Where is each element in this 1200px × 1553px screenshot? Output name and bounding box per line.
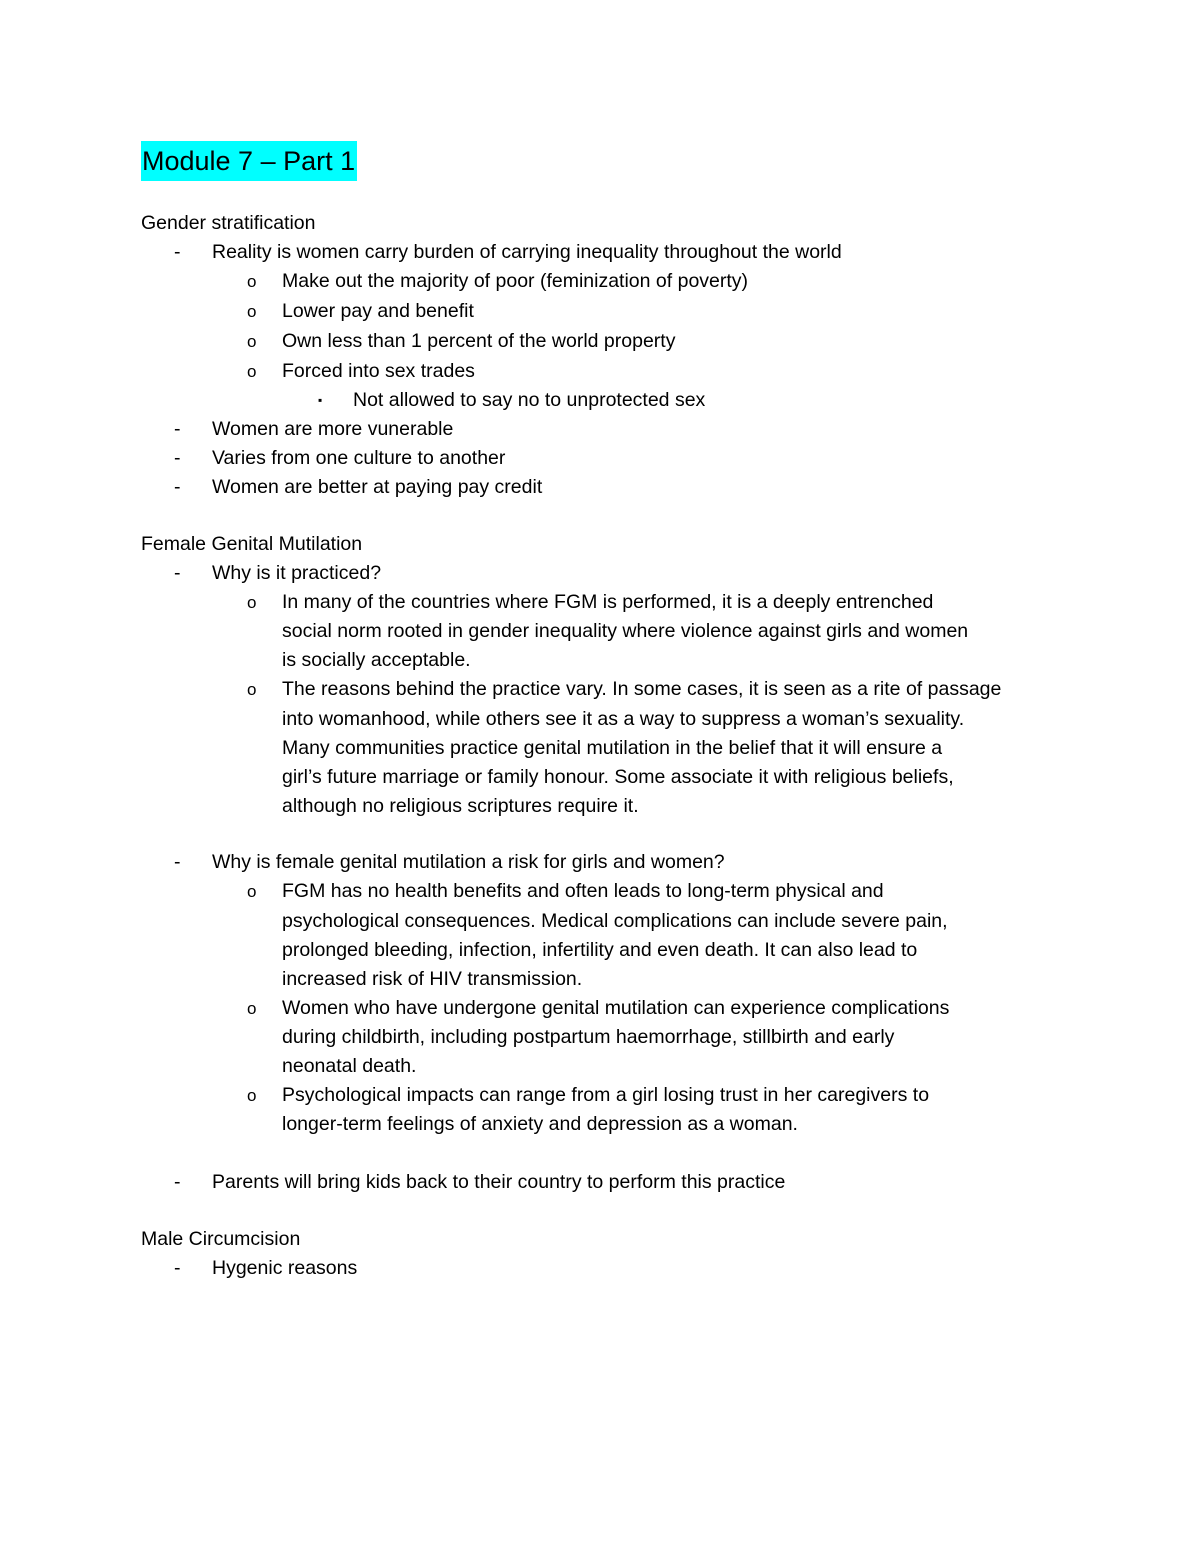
page-title: Module 7 – Part 1 [141,141,357,181]
paragraph-line: social norm rooted in gender inequality where violence against girls and women [282,620,969,642]
paragraph-line: during childbirth, including postpartum haemorrhage, stillbirth and early [282,1026,895,1048]
list-item: Forced into sex trades [282,360,475,382]
section-heading: Gender stratification [141,212,316,234]
circle-bullet: o [247,302,257,321]
paragraph-line: In many of the countries where FGM is performed, it is a deeply entrenched [282,591,934,613]
list-item: Make out the majority of poor (feminization of poverty) [282,270,749,292]
dash-bullet: - [174,1257,181,1279]
list-item: Varies from one culture to another [212,447,506,469]
paragraph-line: increased risk of HIV transmission. [282,968,583,990]
paragraph-line: prolonged bleeding, infection, infertility and even death. It can also lead to [282,939,918,961]
list-item: Women are better at paying pay credit [212,476,543,498]
paragraph-line: is socially acceptable. [282,649,471,671]
dash-bullet: - [174,241,181,263]
paragraph-line: neonatal death. [282,1055,417,1077]
circle-bullet: o [247,680,257,699]
list-item: Lower pay and benefit [282,300,474,322]
circle-bullet: o [247,272,257,291]
paragraph-line: The reasons behind the practice vary. In some cases, it is seen as a rite of passage [282,678,1002,700]
list-item: Why is female genital mutilation a risk for girls and women? [212,851,725,873]
paragraph-line: FGM has no health benefits and often leads to long-term physical and [282,880,884,902]
paragraph-line: into womanhood, while others see it as a way to suppress a woman’s sexuality. [282,708,965,730]
paragraph-line: Psychological impacts can range from a girl losing trust in her caregivers to [282,1084,930,1106]
list-item: Parents will bring kids back to their country to perform this practice [212,1171,786,1193]
list-item: Why is it practiced? [212,562,382,584]
list-item: Own less than 1 percent of the world property [282,330,676,352]
list-item: Hygenic reasons [212,1257,358,1279]
square-bullet: ▪ [318,393,323,407]
dash-bullet: - [174,476,181,498]
circle-bullet: o [247,362,257,381]
paragraph-line: girl’s future marriage or family honour. Some associate it with religious beliefs, [282,766,954,788]
section-heading: Female Genital Mutilation [141,533,363,555]
circle-bullet: o [247,882,257,901]
circle-bullet: o [247,332,257,351]
circle-bullet: o [247,999,257,1018]
dash-bullet: - [174,851,181,873]
paragraph-line: psychological consequences. Medical complications can include severe pain, [282,910,948,932]
dash-bullet: - [174,1171,181,1193]
list-item: Not allowed to say no to unprotected sex [353,389,706,411]
section-heading: Male Circumcision [141,1228,301,1250]
paragraph-line: Women who have undergone genital mutilation can experience complications [282,997,950,1019]
list-item: Women are more vunerable [212,418,454,440]
circle-bullet: o [247,593,257,612]
list-item: Reality is women carry burden of carrying inequality throughout the world [212,241,842,263]
paragraph-line: Many communities practice genital mutilation in the belief that it will ensure a [282,737,943,759]
dash-bullet: - [174,562,181,584]
paragraph-line: although no religious scriptures require it. [282,795,639,817]
dash-bullet: - [174,418,181,440]
circle-bullet: o [247,1086,257,1105]
dash-bullet: - [174,447,181,469]
paragraph-line: longer-term feelings of anxiety and depression as a woman. [282,1113,798,1135]
